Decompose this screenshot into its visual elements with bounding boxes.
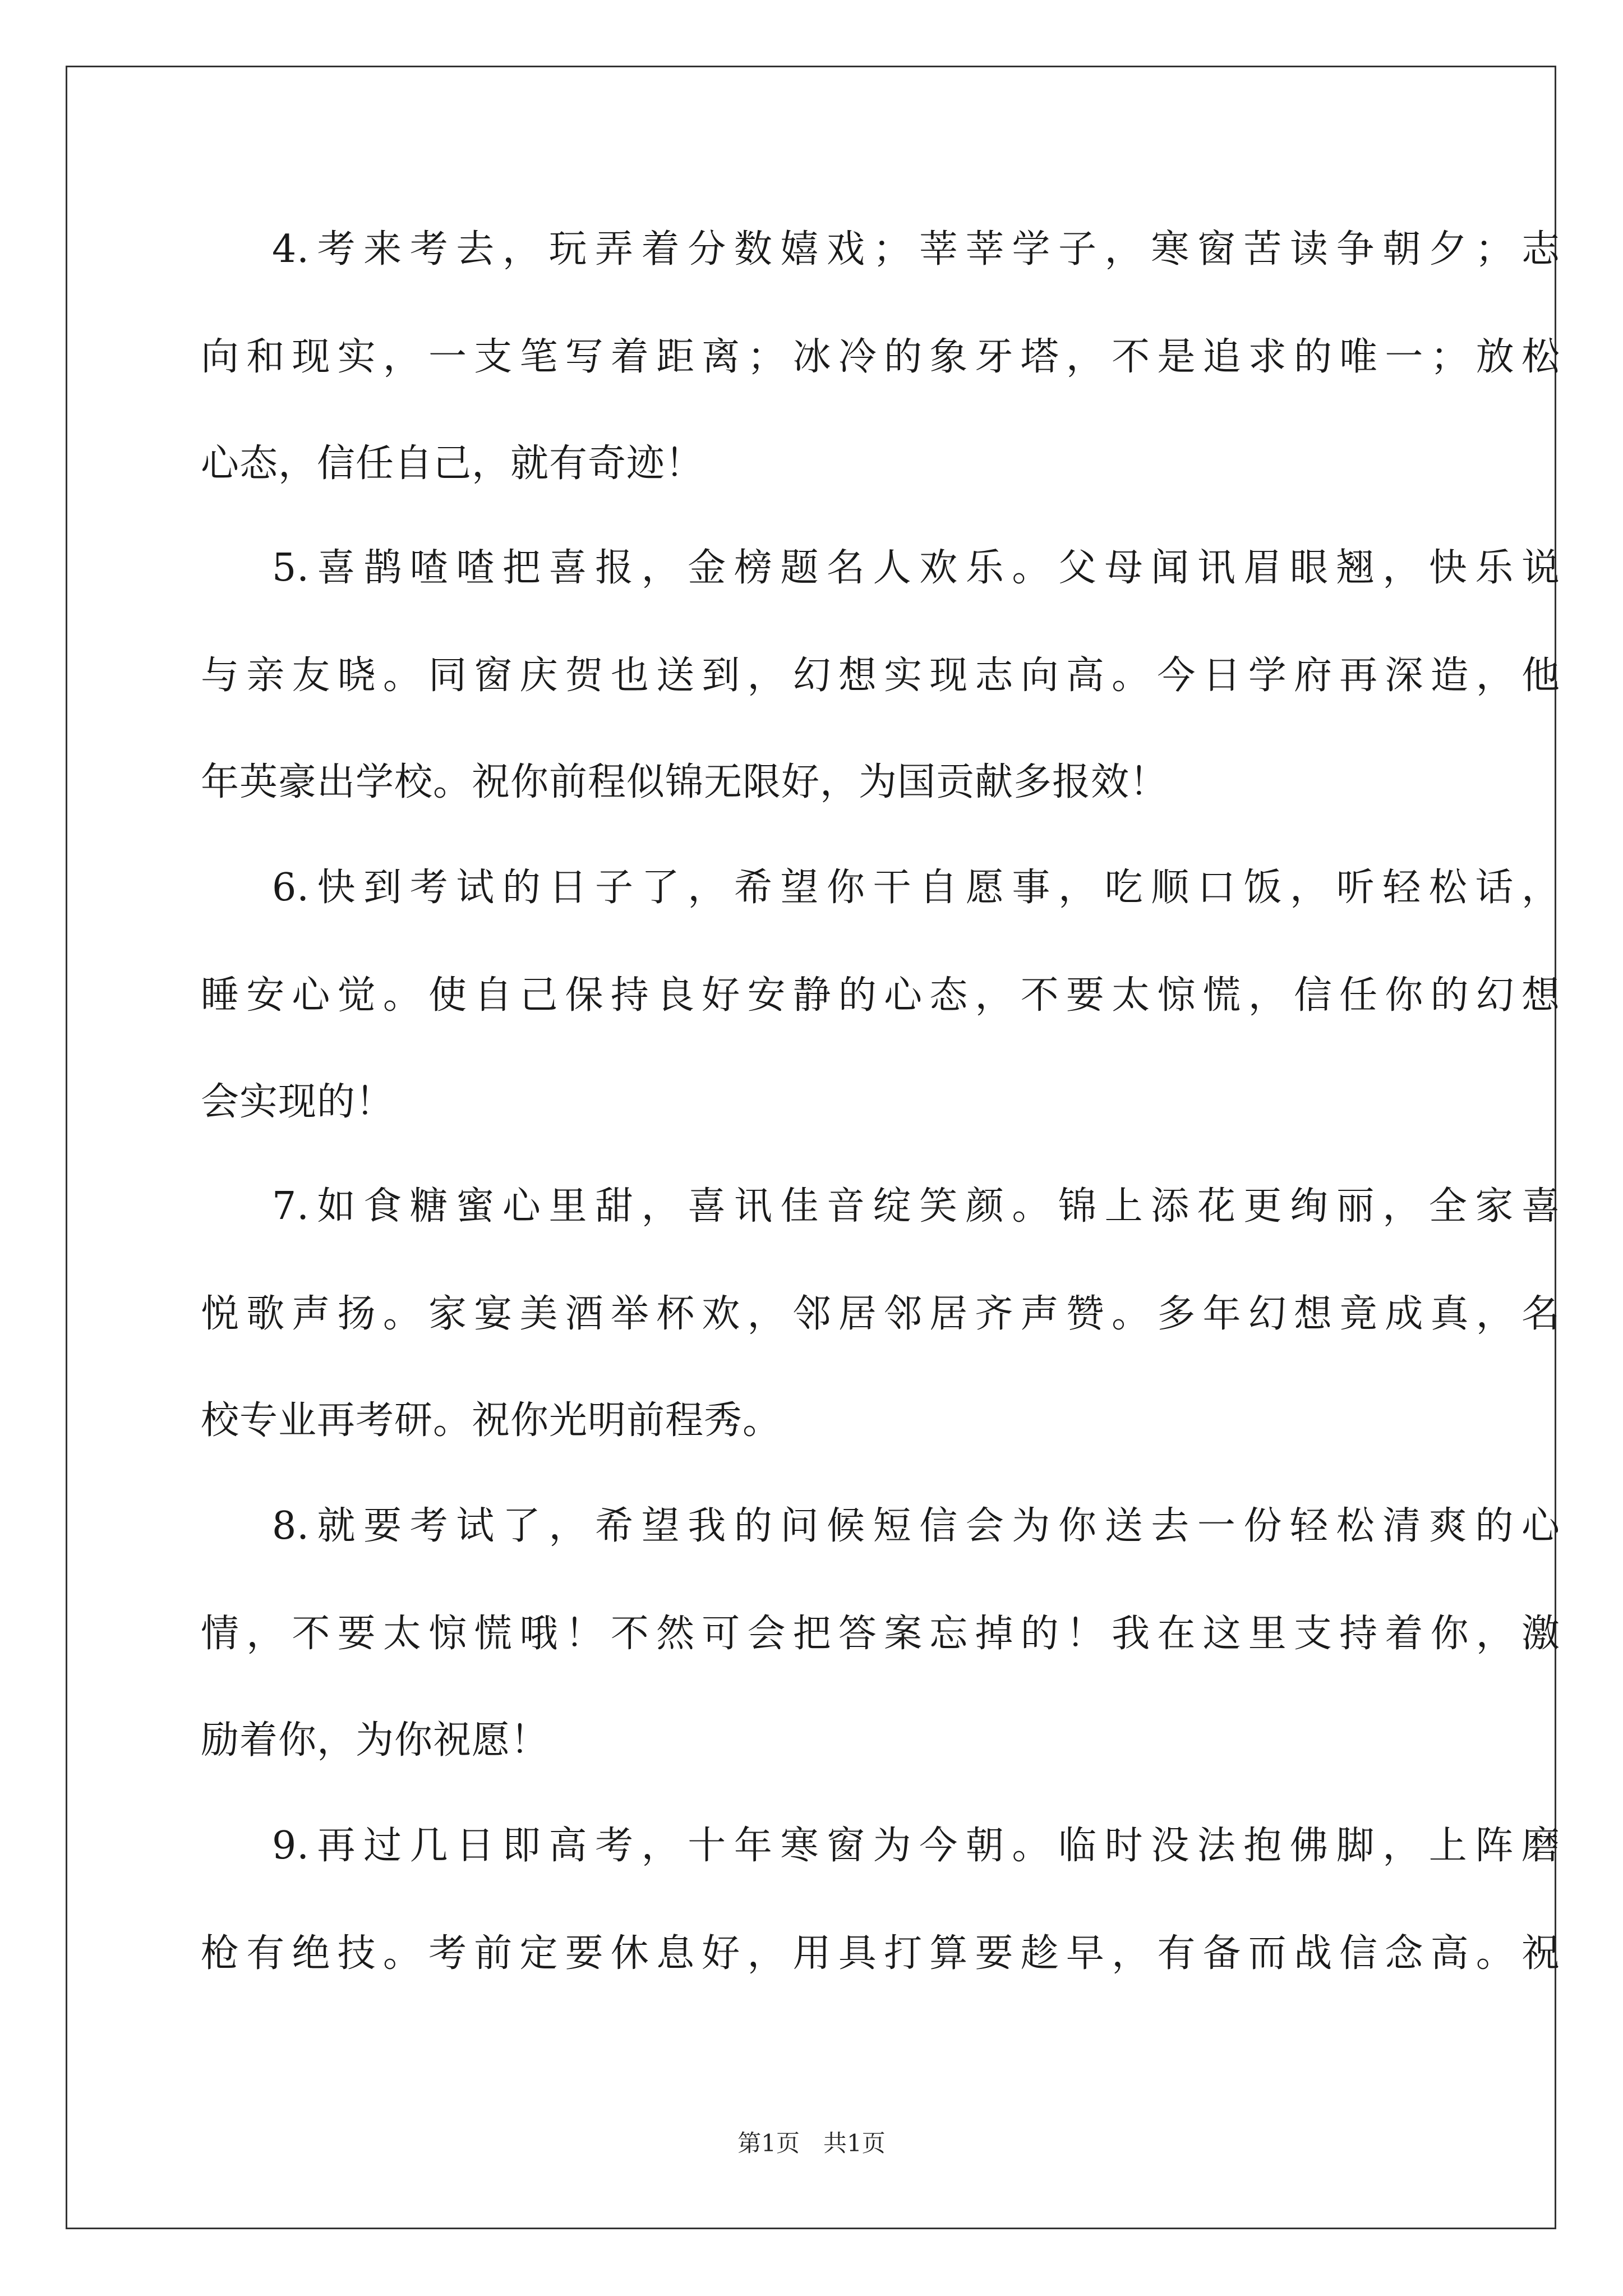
paragraph-4-line-2: 向和现实，一支笔写着距离；冰冷的象牙塔，不是追求的唯一；放松 [201,335,1560,379]
paragraph-4-line-1: 4.考来考去，玩弄着分数嬉戏；莘莘学子，寒窗苦读争朝夕；志 [272,227,1560,272]
page-number-footer: 第1页 共1页 [737,2129,886,2157]
paragraph-8-line-3: 励着你，为你祝愿！ [201,1718,550,1763]
page-border [66,66,1556,2229]
paragraph-7-line-3: 校专业再考研。祝你光明前程秀。 [201,1398,782,1443]
paragraph-6-line-1: 6.快到考试的日子了，希望你干自愿事，吃顺口饭，听轻松话， [272,866,1560,910]
paragraph-4-line-3: 心态，信任自己，就有奇迹！ [201,441,704,486]
paragraph-9-line-2: 枪有绝技。考前定要休息好，用具打算要趁早，有备而战信念高。祝 [201,1931,1560,1976]
paragraph-6-line-3: 会实现的！ [201,1080,395,1124]
paragraph-5-line-3: 年英豪出学校。祝你前程似锦无限好，为国贡献多报效！ [201,760,1169,804]
paragraph-5-line-1: 5.喜鹊喳喳把喜报，金榜题名人欢乐。父母闻讯眉眼翘，快乐说 [272,546,1560,590]
paragraph-8-line-2: 情，不要太惊慌哦！不然可会把答案忘掉的！我在这里支持着你，激 [201,1612,1560,1656]
paragraph-7-line-2: 悦歌声扬。家宴美酒举杯欢，邻居邻居齐声赞。多年幻想竟成真，名 [201,1292,1560,1336]
paragraph-5-line-2: 与亲友晓。同窗庆贺也送到，幻想实现志向高。今日学府再深造，他 [201,654,1560,698]
paragraph-9-line-1: 9.再过几日即高考，十年寒窗为今朝。临时没法抱佛脚，上阵磨 [272,1824,1560,1868]
paragraph-6-line-2: 睡安心觉。使自己保持良好安静的心态，不要太惊慌，信任你的幻想 [201,973,1560,1018]
paragraph-8-line-1: 8.就要考试了，希望我的问候短信会为你送去一份轻松清爽的心 [272,1504,1560,1548]
paragraph-7-line-1: 7.如食糖蜜心里甜，喜讯佳音绽笑颜。锦上添花更绚丽，全家喜 [272,1184,1560,1228]
